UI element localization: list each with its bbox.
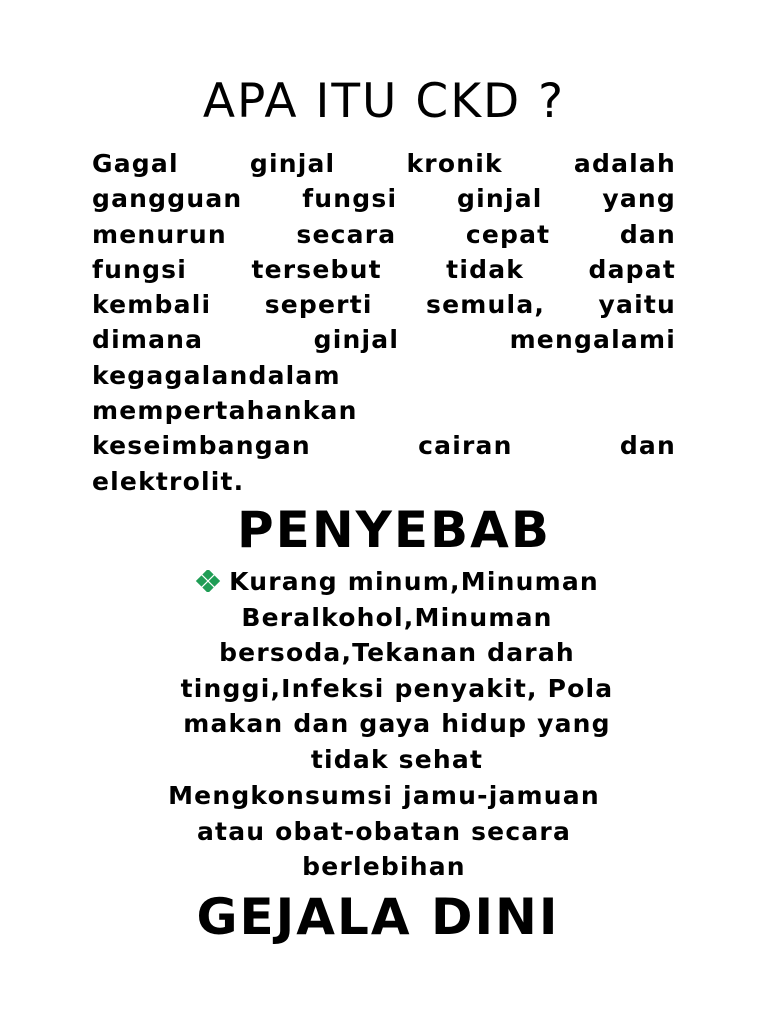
cause-line: tidak sehat bbox=[310, 744, 484, 774]
intro-line: mempertahankan bbox=[92, 396, 358, 426]
cause-extra-line: Mengkonsumsi jamu-jamuan bbox=[168, 781, 600, 810]
intro-line: dimana ginjal mengalami bbox=[92, 325, 676, 355]
cause-line bbox=[110, 564, 684, 600]
intro-paragraph bbox=[92, 146, 676, 499]
page-title: APA ITU CKD ? bbox=[202, 74, 566, 129]
cause-line: makan dan gaya hidup yang bbox=[183, 709, 611, 738]
intro-line: elektrolit. bbox=[92, 466, 245, 496]
cause-extra-line: atau obat-obatan secara bbox=[196, 816, 572, 846]
penyebab-heading: PENYEBAB bbox=[237, 501, 551, 559]
causes-extra bbox=[0, 778, 768, 885]
intro-line: kembali seperti semula, yaitu bbox=[92, 290, 676, 320]
intro-line: Gagal ginjal kronik adalah bbox=[92, 149, 676, 178]
diamond-bullet-icon bbox=[195, 570, 221, 592]
intro-line: kegagalandalam bbox=[92, 360, 341, 390]
cause-line: bersoda,Tekanan darah bbox=[219, 638, 575, 667]
cause-line: tinggi,Infeksi penyakit, Pola bbox=[180, 673, 614, 703]
intro-line: keseimbangan cairan dan bbox=[92, 431, 676, 461]
cause-extra-line: berlebihan bbox=[302, 852, 466, 881]
intro-line: menurun secara cepat dan bbox=[92, 219, 676, 249]
causes-list bbox=[110, 564, 684, 777]
cause-text: Kurang minum,Minuman bbox=[229, 567, 599, 596]
intro-line: fungsi tersebut tidak dapat bbox=[92, 254, 676, 284]
gejala-heading: GEJALA DINI bbox=[196, 888, 560, 946]
intro-line: gangguan fungsi ginjal yang bbox=[92, 184, 676, 214]
cause-line: Beralkohol,Minuman bbox=[241, 602, 553, 632]
